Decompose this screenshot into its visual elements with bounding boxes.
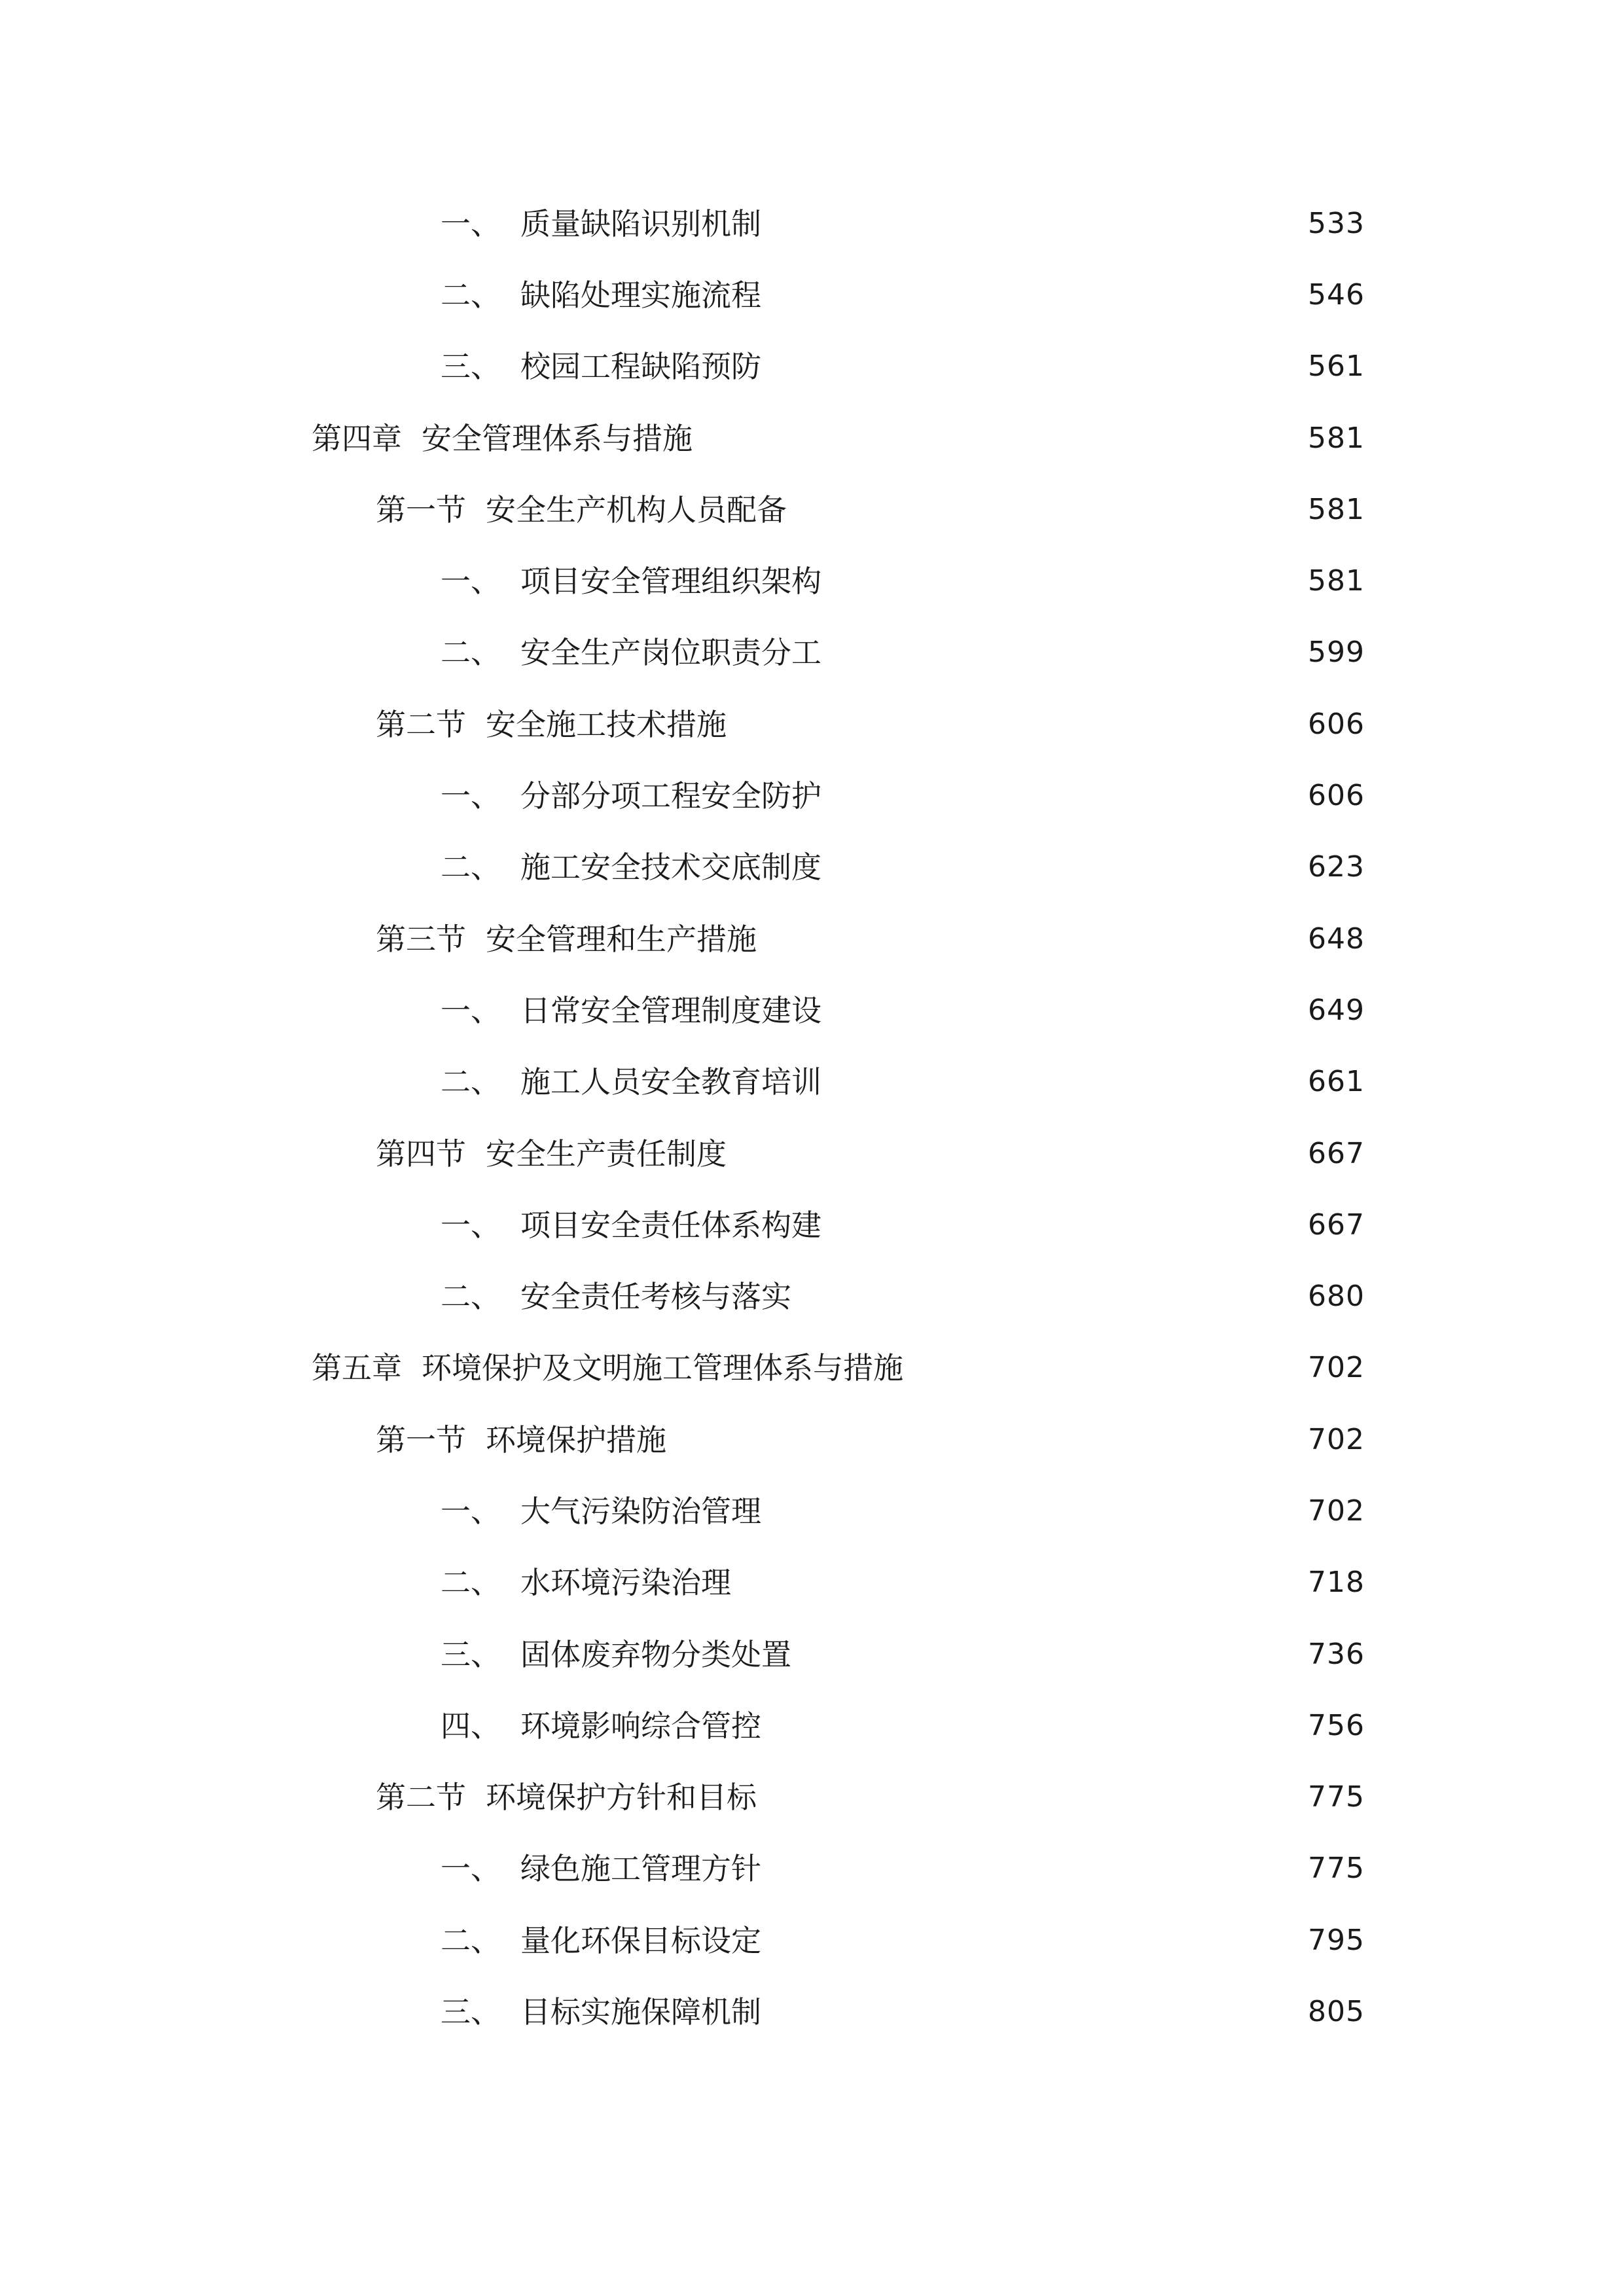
toc-entry-number: 第二节 (376, 706, 466, 742)
toc-entry-title: 大气污染防治管理 (520, 1493, 761, 1529)
toc-entry-heading (376, 1780, 759, 1816)
toc-entry-number: 第一节 (376, 492, 466, 528)
toc-entry-number: 二、 (441, 1922, 501, 1958)
toc-page-number: 756 (1308, 1708, 1365, 1742)
toc-page-number: 533 (1308, 206, 1365, 240)
toc-entry-title: 校园工程缺陷预防 (520, 349, 761, 385)
toc-page-number: 581 (1308, 421, 1365, 455)
toc-entry-title: 环境保护及文明施工管理体系与措施 (422, 1350, 903, 1386)
toc-entry-title: 分部分项工程安全防护 (520, 778, 821, 814)
toc-dot-leader (828, 996, 1293, 1026)
toc-dot-leader (768, 1854, 1293, 1884)
toc-entry[interactable] (0, 975, 1624, 1046)
toc-entry[interactable] (0, 1047, 1624, 1118)
toc-entry[interactable] (0, 617, 1624, 689)
toc-entry-title: 安全生产机构人员配备 (486, 492, 787, 528)
toc-entry-number: 四、 (441, 1708, 501, 1744)
toc-entry-heading (376, 921, 759, 957)
toc-entry-heading (441, 1636, 794, 1672)
toc-entry[interactable] (0, 1619, 1624, 1690)
toc-page-number: 736 (1308, 1637, 1365, 1671)
toc-entry-heading (441, 992, 824, 1028)
toc-page-number: 606 (1308, 707, 1365, 741)
toc-section-entry[interactable] (0, 689, 1624, 760)
toc-entry-title: 固体废弃物分类处置 (520, 1636, 791, 1672)
toc-entry-title: 水环境污染治理 (520, 1565, 731, 1601)
toc-entry-heading (441, 564, 824, 600)
toc-entry-title: 环境影响综合管控 (520, 1708, 761, 1744)
toc-dot-leader (828, 1067, 1293, 1097)
toc-entry[interactable] (0, 1189, 1624, 1261)
toc-chapter-entry[interactable] (0, 403, 1624, 474)
toc-entry-number: 二、 (441, 277, 501, 313)
toc-page-number: 623 (1308, 850, 1365, 884)
toc-page-number: 680 (1308, 1280, 1365, 1314)
toc-page-number: 702 (1308, 1351, 1365, 1385)
toc-entry-number: 二、 (441, 1279, 501, 1315)
toc-entry-title: 安全责任考核与落实 (520, 1279, 791, 1315)
toc-dot-leader (828, 1210, 1293, 1240)
toc-page-number: 667 (1308, 1208, 1365, 1242)
toc-dot-leader (673, 1425, 1293, 1455)
toc-dot-leader (828, 637, 1293, 668)
toc-dot-leader (699, 423, 1293, 454)
toc-entry-heading (441, 1708, 764, 1744)
toc-entry[interactable] (0, 259, 1624, 331)
toc-dot-leader (910, 1353, 1293, 1383)
toc-entry-number: 第四章 (312, 420, 402, 456)
toc-section-entry[interactable] (0, 903, 1624, 975)
toc-entry-heading (441, 1207, 824, 1243)
toc-section-entry[interactable] (0, 1118, 1624, 1189)
toc-entry-heading (376, 1136, 729, 1172)
toc-entry-title: 安全生产责任制度 (486, 1136, 727, 1172)
toc-page-number: 581 (1308, 492, 1365, 526)
toc-entry-number: 三、 (441, 1636, 501, 1672)
toc-entry-title: 安全施工技术措施 (486, 706, 727, 742)
toc-entry[interactable] (0, 545, 1624, 617)
toc-entry[interactable] (0, 1261, 1624, 1332)
toc-entry-heading (376, 492, 789, 528)
toc-entry[interactable] (0, 188, 1624, 259)
toc-page-number: 718 (1308, 1566, 1365, 1600)
toc-entry-title: 项目安全管理组织架构 (520, 564, 821, 600)
toc-entry-number: 一、 (441, 1207, 501, 1243)
toc-page-number: 702 (1308, 1494, 1365, 1528)
toc-entry[interactable] (0, 1475, 1624, 1547)
toc-dot-leader (733, 709, 1293, 740)
toc-entry[interactable] (0, 331, 1624, 403)
toc-entry-number: 第一节 (376, 1422, 466, 1458)
toc-dot-leader (798, 1282, 1293, 1312)
toc-entry-heading (312, 1350, 906, 1386)
toc-entry-number: 一、 (441, 1851, 501, 1887)
toc-entry-heading (441, 1064, 824, 1100)
toc-dot-leader (798, 1640, 1293, 1670)
toc-dot-leader (733, 1139, 1293, 1169)
toc-entry-number: 第四节 (376, 1136, 466, 1172)
toc-dot-leader (763, 1782, 1293, 1812)
toc-dot-leader (828, 781, 1293, 811)
toc-page-number: 648 (1308, 922, 1365, 956)
toc-entry-heading (312, 420, 695, 456)
table-of-contents (0, 188, 1624, 2048)
toc-entry-title: 环境保护措施 (486, 1422, 666, 1458)
toc-dot-leader (738, 1568, 1293, 1598)
toc-entry-heading (441, 277, 764, 313)
toc-entry-heading (441, 1493, 764, 1529)
toc-entry-title: 安全管理和生产措施 (486, 921, 757, 957)
toc-entry-heading (441, 206, 764, 242)
toc-chapter-entry[interactable] (0, 1333, 1624, 1404)
toc-page-number: 599 (1308, 636, 1365, 670)
toc-entry[interactable] (0, 1690, 1624, 1761)
toc-page-number: 775 (1308, 1852, 1365, 1886)
toc-entry-heading (441, 1851, 764, 1887)
toc-entry[interactable] (0, 1905, 1624, 1976)
toc-entry-title: 环境保护方针和目标 (486, 1780, 757, 1816)
toc-entry-number: 第五章 (312, 1350, 402, 1386)
toc-entry-number: 一、 (441, 992, 501, 1028)
toc-section-entry[interactable] (0, 1762, 1624, 1833)
toc-entry-title: 质量缺陷识别机制 (520, 206, 761, 242)
toc-page-number: 649 (1308, 993, 1365, 1027)
toc-entry-title: 项目安全责任体系构建 (520, 1207, 821, 1243)
toc-dot-leader (768, 1711, 1293, 1741)
toc-dot-leader (768, 1496, 1293, 1526)
toc-dot-leader (768, 1997, 1293, 2027)
toc-entry-heading (441, 1565, 734, 1601)
toc-entry-title: 绿色施工管理方针 (520, 1851, 761, 1887)
toc-dot-leader (828, 566, 1293, 596)
toc-entry-number: 一、 (441, 778, 501, 814)
toc-entry-heading (441, 1279, 794, 1315)
toc-entry-number: 二、 (441, 850, 501, 886)
toc-entry-number: 第三节 (376, 921, 466, 957)
toc-entry-number: 三、 (441, 349, 501, 385)
toc-page-number: 702 (1308, 1422, 1365, 1456)
toc-page-number: 805 (1308, 1995, 1365, 2029)
toc-page-number: 661 (1308, 1065, 1365, 1099)
toc-entry-number: 二、 (441, 635, 501, 671)
toc-dot-leader (768, 351, 1293, 382)
toc-entry-title: 施工人员安全教育培训 (520, 1064, 821, 1100)
toc-entry-number: 一、 (441, 564, 501, 600)
toc-dot-leader (763, 924, 1293, 954)
toc-entry-heading (441, 635, 824, 671)
toc-entry[interactable] (0, 1833, 1624, 1905)
toc-dot-leader (793, 495, 1293, 525)
toc-section-entry[interactable] (0, 1404, 1624, 1475)
toc-entry-number: 二、 (441, 1565, 501, 1601)
toc-entry-heading (441, 1922, 764, 1958)
toc-entry-number: 第二节 (376, 1780, 466, 1816)
toc-page-number: 546 (1308, 278, 1365, 312)
toc-entry-title: 日常安全管理制度建设 (520, 992, 821, 1028)
toc-page-number: 606 (1308, 779, 1365, 813)
toc-entry-heading (441, 349, 764, 385)
toc-entry-title: 安全管理体系与措施 (422, 420, 693, 456)
toc-entry-title: 目标实施保障机制 (520, 1994, 761, 2030)
toc-section-entry[interactable] (0, 474, 1624, 545)
toc-entry-number: 三、 (441, 1994, 501, 2030)
toc-entry-number: 二、 (441, 1064, 501, 1100)
toc-entry-heading (441, 778, 824, 814)
toc-page-number: 667 (1308, 1136, 1365, 1170)
toc-entry[interactable] (0, 1976, 1624, 2047)
toc-entry-title: 安全生产岗位职责分工 (520, 635, 821, 671)
toc-dot-leader (768, 209, 1293, 239)
toc-entry-number: 一、 (441, 206, 501, 242)
toc-page-number: 581 (1308, 564, 1365, 598)
toc-entry-heading (376, 1422, 669, 1458)
toc-entry-heading (376, 706, 729, 742)
toc-entry[interactable] (0, 1547, 1624, 1619)
toc-entry-number: 一、 (441, 1493, 501, 1529)
toc-entry[interactable] (0, 832, 1624, 903)
toc-dot-leader (768, 280, 1293, 310)
toc-entry[interactable] (0, 760, 1624, 831)
toc-page-number: 795 (1308, 1923, 1365, 1957)
toc-entry-heading (441, 850, 824, 886)
toc-entry-title: 施工安全技术交底制度 (520, 850, 821, 886)
toc-page-number: 561 (1308, 350, 1365, 384)
toc-entry-title: 量化环保目标设定 (520, 1922, 761, 1958)
toc-entry-heading (441, 1994, 764, 2030)
toc-page-number: 775 (1308, 1780, 1365, 1814)
toc-entry-title: 缺陷处理实施流程 (520, 277, 761, 313)
toc-dot-leader (828, 852, 1293, 882)
toc-dot-leader (768, 1926, 1293, 1956)
